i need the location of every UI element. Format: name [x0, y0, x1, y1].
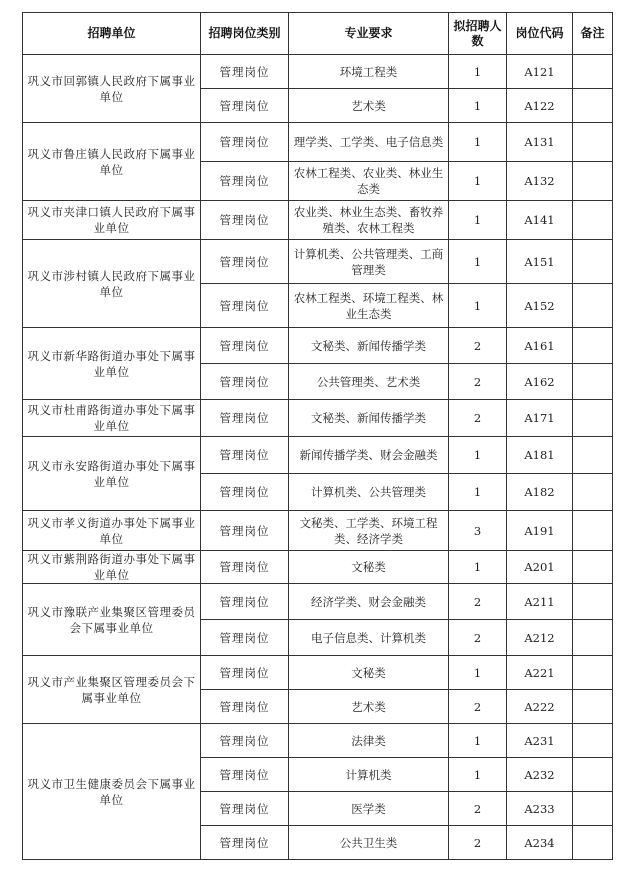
header-major: 专业要求: [289, 13, 449, 55]
cell-note: [573, 511, 613, 551]
cell-major: 文秘类: [289, 656, 449, 690]
cell-code: A182: [507, 474, 573, 511]
cell-category: 管理岗位: [201, 551, 289, 584]
cell-major: 法律类: [289, 724, 449, 758]
cell-code: A132: [507, 162, 573, 201]
cell-category: 管理岗位: [201, 656, 289, 690]
cell-count: 1: [449, 724, 507, 758]
cell-code: A222: [507, 690, 573, 724]
cell-count: 1: [449, 123, 507, 162]
cell-unit: 巩义市卫生健康委员会下属事业单位: [23, 724, 201, 860]
cell-major: 经济学类、财会金融类: [289, 584, 449, 620]
cell-code: A234: [507, 826, 573, 860]
cell-major: 电子信息类、计算机类: [289, 620, 449, 656]
cell-category: 管理岗位: [201, 284, 289, 328]
table-row: [23, 240, 613, 284]
cell-code: A232: [507, 758, 573, 792]
cell-major: 环境工程类: [289, 55, 449, 89]
cell-category: 管理岗位: [201, 474, 289, 511]
cell-unit: 巩义市回郭镇人民政府下属事业单位: [23, 55, 201, 123]
cell-major: 新闻传播学类、财会金融类: [289, 437, 449, 474]
header-row: [23, 13, 613, 55]
cell-unit: 巩义市夹津口镇人民政府下属事业单位: [23, 201, 201, 240]
cell-note: [573, 758, 613, 792]
cell-unit: 巩义市紫荆路街道办事处下属事业单位: [23, 551, 201, 584]
cell-code: A233: [507, 792, 573, 826]
cell-code: A121: [507, 55, 573, 89]
cell-category: 管理岗位: [201, 792, 289, 826]
cell-major: 文秘类、新闻传播学类: [289, 328, 449, 364]
cell-major: 艺术类: [289, 89, 449, 123]
table-row: [23, 55, 613, 89]
cell-note: [573, 620, 613, 656]
header-category: 招聘岗位类别: [201, 13, 289, 55]
cell-code: A152: [507, 284, 573, 328]
cell-major: 艺术类: [289, 690, 449, 724]
table-row: [23, 724, 613, 758]
cell-code: A161: [507, 328, 573, 364]
table-row: [23, 656, 613, 690]
cell-count: 1: [449, 437, 507, 474]
header-unit: 招聘单位: [23, 13, 201, 55]
cell-unit: 巩义市杜甫路街道办事处下属事业单位: [23, 400, 201, 437]
cell-note: [573, 123, 613, 162]
cell-note: [573, 656, 613, 690]
cell-category: 管理岗位: [201, 328, 289, 364]
cell-count: 2: [449, 328, 507, 364]
cell-note: [573, 400, 613, 437]
cell-category: 管理岗位: [201, 55, 289, 89]
cell-count: 1: [449, 758, 507, 792]
header-note: 备注: [573, 13, 613, 55]
cell-major: 文秘类、工学类、环境工程类、经济学类: [289, 511, 449, 551]
cell-count: 1: [449, 284, 507, 328]
cell-major: 农业类、林业生态类、畜牧养殖类、农林工程类: [289, 201, 449, 240]
cell-category: 管理岗位: [201, 400, 289, 437]
table-header: [23, 13, 613, 55]
cell-category: 管理岗位: [201, 364, 289, 400]
cell-note: [573, 690, 613, 724]
cell-code: A141: [507, 201, 573, 240]
cell-note: [573, 89, 613, 123]
cell-category: 管理岗位: [201, 620, 289, 656]
table-row: [23, 201, 613, 240]
cell-count: 2: [449, 620, 507, 656]
cell-count: 2: [449, 690, 507, 724]
cell-code: A191: [507, 511, 573, 551]
table-row: [23, 400, 613, 437]
cell-code: A181: [507, 437, 573, 474]
cell-code: A211: [507, 584, 573, 620]
cell-note: [573, 162, 613, 201]
table-row: [23, 328, 613, 364]
cell-count: 1: [449, 201, 507, 240]
cell-count: 1: [449, 89, 507, 123]
table-row: [23, 584, 613, 620]
cell-unit: 巩义市永安路街道办事处下属事业单位: [23, 437, 201, 511]
cell-code: A131: [507, 123, 573, 162]
cell-major: 公共管理类、艺术类: [289, 364, 449, 400]
table-body: [23, 55, 613, 860]
cell-category: 管理岗位: [201, 201, 289, 240]
cell-note: [573, 826, 613, 860]
cell-count: 1: [449, 240, 507, 284]
cell-category: 管理岗位: [201, 162, 289, 201]
cell-unit: 巩义市鲁庄镇人民政府下属事业单位: [23, 123, 201, 201]
cell-note: [573, 792, 613, 826]
cell-note: [573, 55, 613, 89]
cell-major: 理学类、工学类、电子信息类: [289, 123, 449, 162]
cell-category: 管理岗位: [201, 826, 289, 860]
cell-code: A122: [507, 89, 573, 123]
cell-unit: 巩义市孝义街道办事处下属事业单位: [23, 511, 201, 551]
cell-category: 管理岗位: [201, 240, 289, 284]
cell-major: 计算机类、公共管理类: [289, 474, 449, 511]
cell-count: 1: [449, 474, 507, 511]
cell-note: [573, 724, 613, 758]
table-row: [23, 551, 613, 584]
cell-count: 2: [449, 826, 507, 860]
cell-category: 管理岗位: [201, 758, 289, 792]
cell-count: 1: [449, 55, 507, 89]
table-row: [23, 437, 613, 474]
cell-category: 管理岗位: [201, 724, 289, 758]
header-count: 拟招聘人数: [449, 13, 507, 55]
cell-count: 2: [449, 400, 507, 437]
cell-unit: 巩义市豫联产业集聚区管理委员会下属事业单位: [23, 584, 201, 656]
cell-code: A162: [507, 364, 573, 400]
cell-category: 管理岗位: [201, 690, 289, 724]
cell-note: [573, 437, 613, 474]
cell-code: A212: [507, 620, 573, 656]
cell-note: [573, 474, 613, 511]
cell-major: 计算机类: [289, 758, 449, 792]
cell-note: [573, 364, 613, 400]
cell-note: [573, 284, 613, 328]
cell-count: 1: [449, 162, 507, 201]
cell-category: 管理岗位: [201, 89, 289, 123]
cell-note: [573, 328, 613, 364]
cell-note: [573, 551, 613, 584]
cell-count: 2: [449, 584, 507, 620]
cell-note: [573, 240, 613, 284]
cell-category: 管理岗位: [201, 584, 289, 620]
cell-major: 农林工程类、农业类、林业生态类: [289, 162, 449, 201]
cell-unit: 巩义市涉村镇人民政府下属事业单位: [23, 240, 201, 328]
recruitment-table: [22, 12, 613, 860]
cell-unit: 巩义市产业集聚区管理委员会下属事业单位: [23, 656, 201, 724]
table-row: [23, 123, 613, 162]
cell-unit: 巩义市新华路街道办事处下属事业单位: [23, 328, 201, 400]
cell-count: 1: [449, 551, 507, 584]
cell-category: 管理岗位: [201, 123, 289, 162]
cell-major: 计算机类、公共管理类、工商管理类: [289, 240, 449, 284]
cell-count: 2: [449, 364, 507, 400]
cell-code: A221: [507, 656, 573, 690]
cell-category: 管理岗位: [201, 511, 289, 551]
cell-code: A151: [507, 240, 573, 284]
cell-major: 医学类: [289, 792, 449, 826]
cell-count: 1: [449, 656, 507, 690]
cell-category: 管理岗位: [201, 437, 289, 474]
cell-major: 文秘类: [289, 551, 449, 584]
header-code: 岗位代码: [507, 13, 573, 55]
table-row: [23, 511, 613, 551]
cell-count: 3: [449, 511, 507, 551]
cell-code: A231: [507, 724, 573, 758]
cell-major: 公共卫生类: [289, 826, 449, 860]
cell-code: A201: [507, 551, 573, 584]
cell-count: 2: [449, 792, 507, 826]
cell-note: [573, 201, 613, 240]
cell-note: [573, 584, 613, 620]
cell-major: 农林工程类、环境工程类、林业生态类: [289, 284, 449, 328]
cell-major: 文秘类、新闻传播学类: [289, 400, 449, 437]
cell-code: A171: [507, 400, 573, 437]
